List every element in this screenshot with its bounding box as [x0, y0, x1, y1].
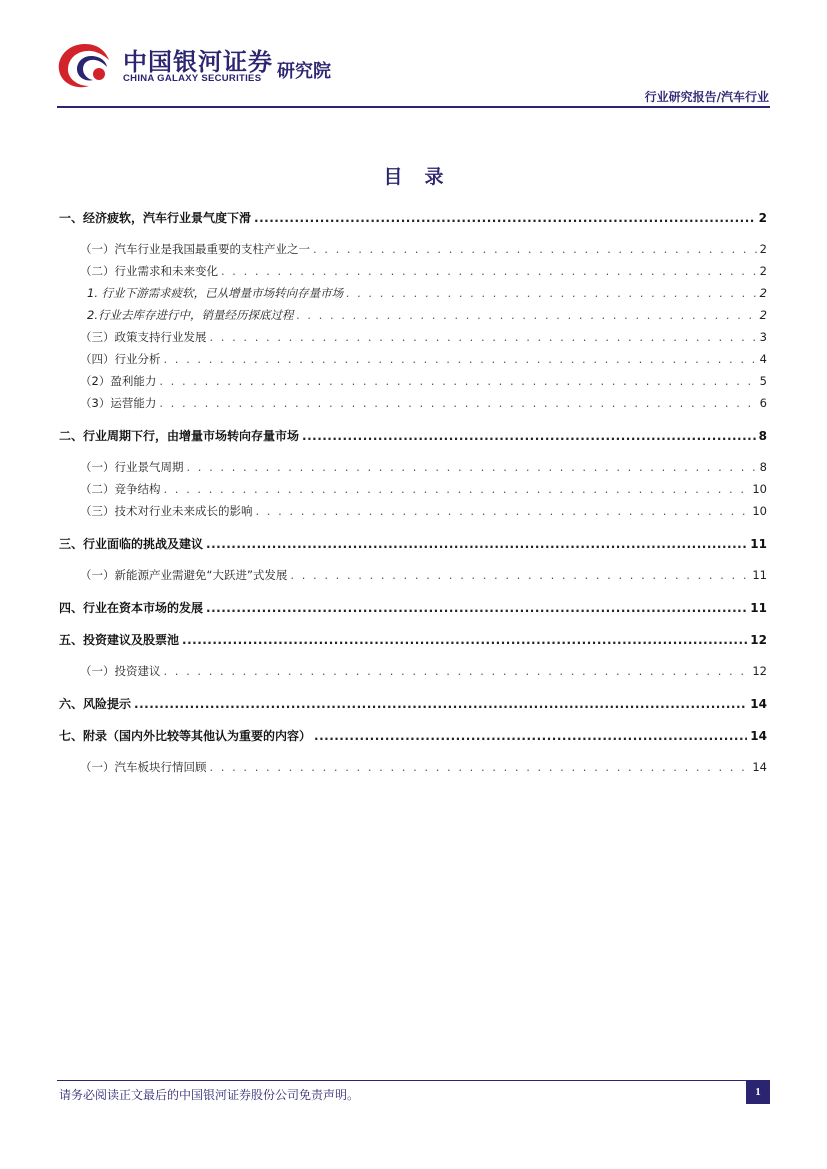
toc-entry[interactable]: [59, 503, 767, 525]
toc-entry-page: 2: [758, 211, 767, 225]
toc-leader-dots: [164, 482, 750, 496]
toc-entry-label: （二）行业需求和未来变化: [80, 264, 218, 278]
toc-entry[interactable]: [59, 241, 767, 263]
toc-entry-label: 六、风险提示: [59, 697, 132, 711]
toc-entry-label: 2.行业去库存进行中，销量经历探底过程: [87, 308, 294, 322]
toc-entry-label: （2）盈利能力: [80, 374, 157, 388]
toc-entry-page: 14: [750, 729, 767, 743]
toc-entry-page: 11: [752, 568, 767, 582]
toc-entry-page: 8: [758, 429, 767, 443]
toc-entry-page: 10: [752, 504, 767, 518]
toc-entry-page: 12: [750, 633, 767, 647]
toc-entry-page: 3: [759, 330, 767, 344]
toc-entry-label: （3）运营能力: [80, 396, 157, 410]
logo-chinese-name: 中国银河证券: [123, 48, 273, 76]
toc-leader-dots: [134, 697, 747, 711]
toc-leader-dots: [302, 429, 756, 443]
header-divider: [57, 106, 770, 108]
toc-entry-label: （一）新能源产业需避免“大跃进”式发展: [80, 568, 288, 582]
toc-entry-label: 三、行业面临的挑战及建议: [59, 537, 204, 551]
toc-entry[interactable]: [59, 695, 767, 717]
toc-leader-dots: [206, 537, 747, 551]
toc-entry-label: （四）行业分析: [80, 352, 161, 366]
toc-entry-page: 11: [750, 537, 767, 551]
toc-entry-page: 2: [759, 264, 767, 278]
toc-entry[interactable]: [59, 567, 767, 589]
toc-entry[interactable]: [59, 307, 767, 329]
toc-entry-page: 11: [750, 601, 767, 615]
toc-leader-dots: [210, 330, 757, 344]
toc-entry[interactable]: [59, 663, 767, 685]
toc-entry[interactable]: [59, 351, 767, 373]
toc-leader-dots: [314, 729, 747, 743]
toc-entry-label: （一）汽车行业是我国最重要的支柱产业之一: [80, 242, 310, 256]
footer-disclaimer: 请务必阅读正文最后的中国银河证券股份公司免责声明。: [59, 1088, 360, 1102]
toc-entry[interactable]: [59, 759, 767, 781]
toc-entry-label: （一）行业景气周期: [80, 460, 184, 474]
toc-leader-dots: [210, 760, 750, 774]
toc-entry[interactable]: [59, 727, 767, 749]
toc-entry-page: 5: [759, 374, 767, 388]
toc-leader-dots: [187, 460, 757, 474]
toc-entry-page: 12: [752, 664, 767, 678]
galaxy-logo-icon: [55, 40, 115, 92]
toc-entry-label: 1. 行业下游需求疲软，已从增量市场转向存量市场: [87, 286, 344, 300]
toc-leader-dots: [221, 264, 757, 278]
table-of-contents: [59, 209, 767, 781]
report-category: 行业研究报告/汽车行业: [644, 90, 769, 104]
page-header: [0, 0, 827, 110]
toc-entry-page: 2: [759, 286, 767, 300]
toc-entry-page: 2: [759, 308, 767, 322]
toc-entry[interactable]: [59, 427, 767, 449]
institute-label: 研究院: [277, 61, 331, 82]
toc-entry-page: 10: [752, 482, 767, 496]
toc-entry[interactable]: [59, 535, 767, 557]
toc-entry-label: 二、行业周期下行，由增量市场转向存量市场: [59, 429, 300, 443]
toc-entry[interactable]: [59, 329, 767, 351]
toc-leader-dots: [256, 504, 750, 518]
toc-entry-label: （三）技术对行业未来成长的影响: [80, 504, 253, 518]
toc-entry[interactable]: [59, 209, 767, 231]
toc-entry-page: 2: [759, 242, 767, 256]
toc-entry-page: 8: [759, 460, 767, 474]
toc-entry-label: （一）汽车板块行情回顾: [80, 760, 207, 774]
toc-entry-page: 14: [750, 697, 767, 711]
toc-leader-dots: [159, 396, 756, 410]
toc-entry-page: 14: [752, 760, 767, 774]
toc-entry-label: （一）投资建议: [80, 664, 161, 678]
toc-leader-dots: [254, 211, 756, 225]
logo-english-name: CHINA GALAXY SECURITIES: [123, 73, 262, 84]
toc-leader-dots: [159, 374, 756, 388]
toc-leader-dots: [290, 568, 749, 582]
footer-divider: [57, 1080, 770, 1081]
toc-leader-dots: [164, 352, 757, 366]
toc-entry[interactable]: [59, 599, 767, 621]
page-number: 1: [746, 1080, 770, 1104]
toc-entry[interactable]: [59, 373, 767, 395]
toc-entry-label: （二）竞争结构: [80, 482, 161, 496]
toc-entry[interactable]: [59, 263, 767, 285]
toc-leader-dots: [346, 286, 757, 300]
toc-entry-label: 一、经济疲软，汽车行业景气度下滑: [59, 211, 252, 225]
toc-entry-label: 四、行业在资本市场的发展: [59, 601, 204, 615]
toc-entry[interactable]: [59, 285, 767, 307]
toc-leader-dots: [296, 308, 756, 322]
toc-entry[interactable]: [59, 481, 767, 503]
toc-leader-dots: [313, 242, 757, 256]
toc-leader-dots: [206, 601, 747, 615]
toc-entry-label: （三）政策支持行业发展: [80, 330, 207, 344]
toc-entry[interactable]: [59, 459, 767, 481]
toc-entry[interactable]: [59, 631, 767, 653]
toc-entry-label: 五、投资建议及股票池: [59, 633, 180, 647]
toc-leader-dots: [164, 664, 750, 678]
toc-title: 目录: [383, 166, 466, 188]
toc-entry[interactable]: [59, 395, 767, 417]
toc-entry-label: 七、附录（国内外比较等其他认为重要的内容）: [59, 729, 312, 743]
toc-entry-page: 6: [759, 396, 767, 410]
toc-leader-dots: [182, 633, 747, 647]
toc-entry-page: 4: [759, 352, 767, 366]
